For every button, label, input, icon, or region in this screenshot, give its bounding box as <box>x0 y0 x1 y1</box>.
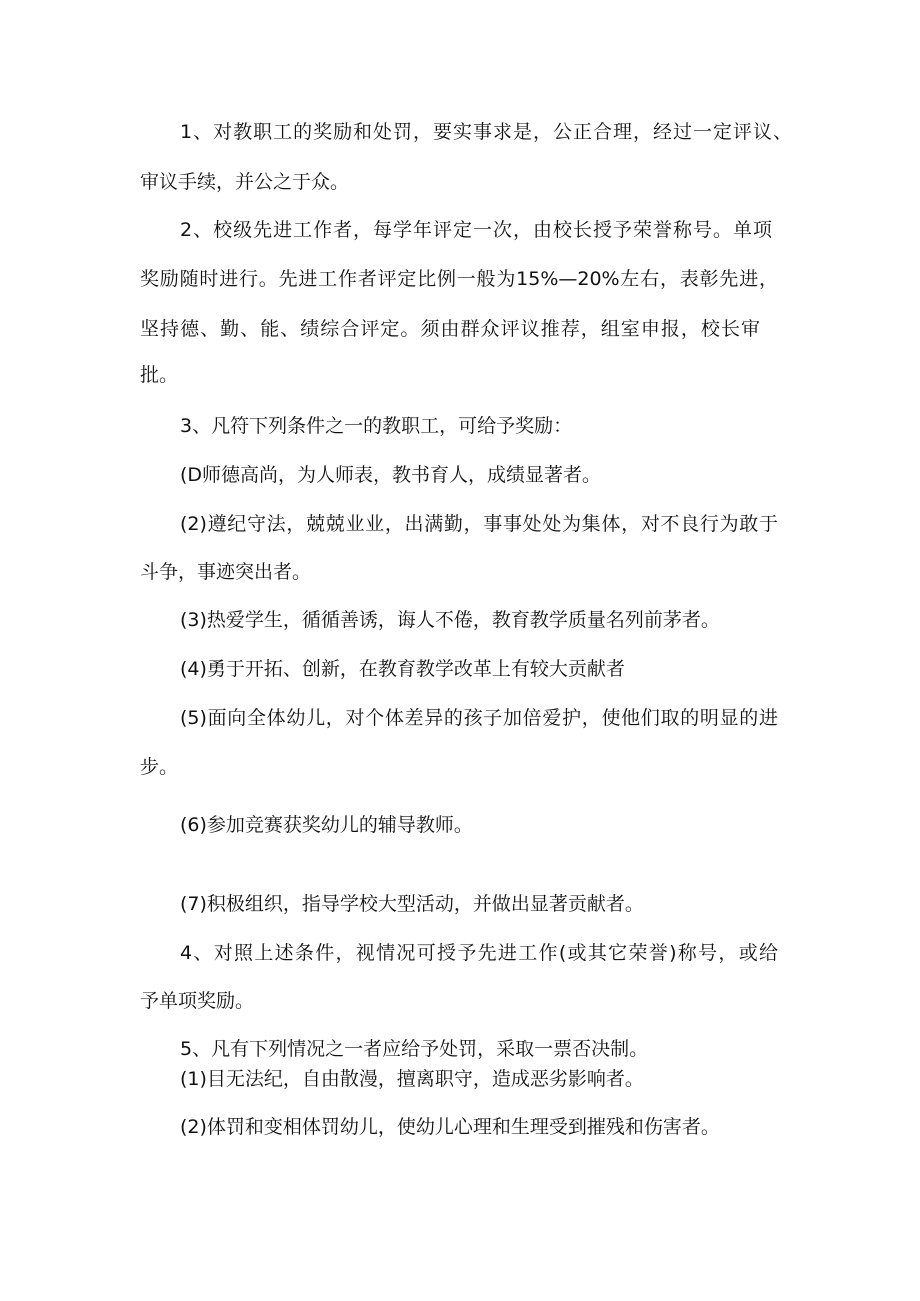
paragraph-1-line-2: 审议手续，并公之于众。 <box>140 171 350 193</box>
item-1: (D师德高尚，为人师表，教书育人，成绩显著者。 <box>180 464 602 486</box>
penalty-item-1: (1)目无法纪，自由散漫，擅离职守，造成恶劣影响者。 <box>180 1068 644 1090</box>
item-5-line-2: 步。 <box>140 756 179 778</box>
item-6: (6)参加竞赛获奖幼儿的辅导教师。 <box>180 814 473 836</box>
paragraph-2-line-3: 坚持德、勤、能、绩综合评定。须由群众评议推荐，组室申报，校长审 <box>140 318 760 340</box>
paragraph-2-line-4: 批。 <box>140 364 179 386</box>
paragraph-5: 5、凡有下列情况之一者应给予处罚，采取一票否决制。 <box>180 1038 649 1060</box>
item-7: (7)积极组织，指导学校大型活动，并做出显著贡献者。 <box>180 893 644 915</box>
paragraph-3: 3、凡符下列条件之一的教职工，可给予奖励： <box>180 415 573 437</box>
item-3: (3)热爱学生，循循善诱，诲人不倦，教育教学质量名列前茅者。 <box>180 609 720 631</box>
paragraph-2-line-2: 奖励随时进行。先进工作者评定比例一般为15%—20%左右，表彰先进， <box>140 268 778 290</box>
item-2-line-2: 斗争，事迹突出者。 <box>140 561 312 583</box>
paragraph-1-line-1: 1、对教职工的奖励和处罚，要实事求是，公正合理，经过一定评议、 <box>180 121 792 143</box>
paragraph-2-line-1: 2、校级先进工作者，每学年评定一次，由校长授予荣誉称号。单项 <box>180 219 772 241</box>
paragraph-4-line-2: 予单项奖励。 <box>140 990 255 1012</box>
penalty-item-2: (2)体罚和变相体罚幼儿，使幼儿心理和生理受到摧残和伤害者。 <box>180 1116 720 1138</box>
item-2-line-1: (2)遵纪守法，兢兢业业，出满勤，事事处处为集体，对不良行为敢于 <box>180 513 778 535</box>
item-5-line-1: (5)面向全体幼儿，对个体差异的孩子加倍爱护，使他们取的明显的进 <box>180 707 778 729</box>
item-4: (4)勇于开拓、创新，在教育教学改革上有较大贡献者 <box>180 658 625 680</box>
paragraph-4-line-1: 4、对照上述条件，视情况可授予先进工作(或其它荣誉)称号，或给 <box>180 942 778 964</box>
